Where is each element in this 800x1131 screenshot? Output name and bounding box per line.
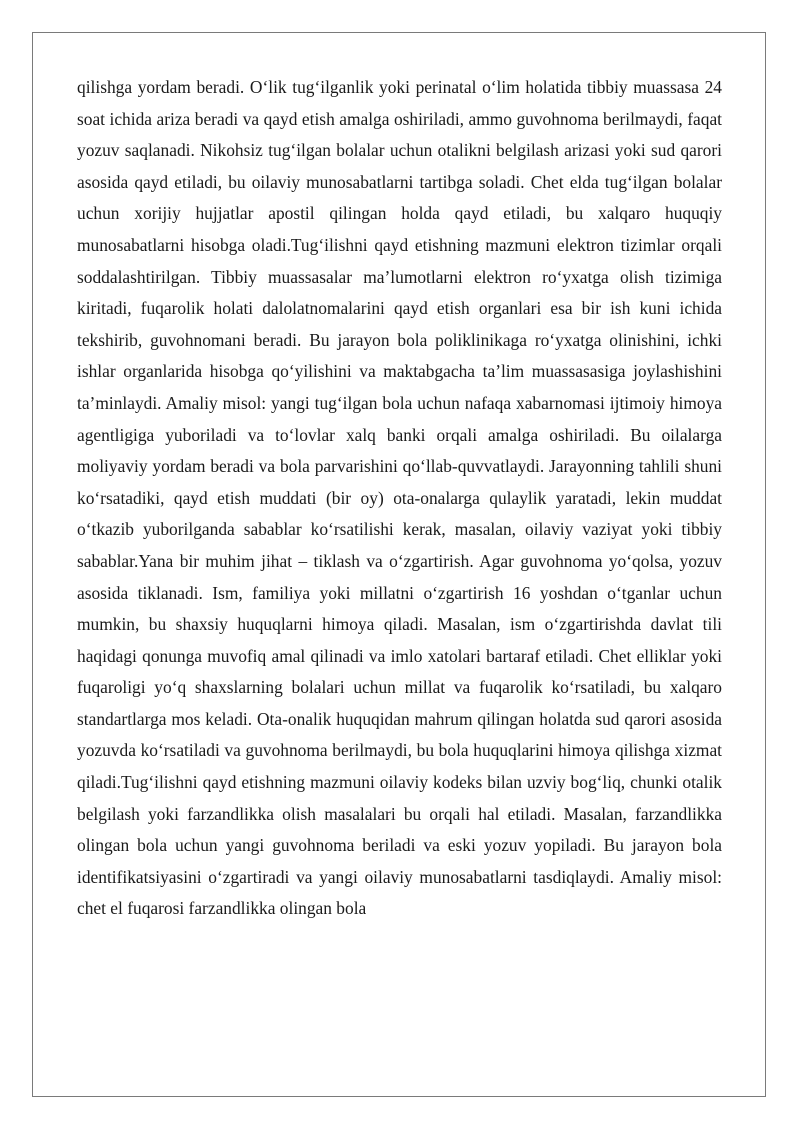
body-paragraph: qilishga yordam beradi. O‘lik tug‘ilganlik yoki perinatal o‘lim holatida tibbiy muassasa 24 soat ichida ariza beradi va qayd etish amalga oshiriladi, ammo guvohnoma berilmaydi, faqat yozuv saqlanadi. Nikohsiz tug‘ilgan bolalar uchun otalikni belgilash arizasi yoki sud qarori asosida qayd etiladi, bu oilaviy munosabatlarni tartibga soladi. Chet elda tug‘ilgan bolalar uchun xorijiy hujjatlar apostil qilingan holda qayd etiladi, bu xalqaro huquqiy munosabatlarni hisobga oladi.Tug‘ilishni qayd etishning mazmuni elektron tizimlar orqali soddalashtirilgan. Tibbiy muassasalar ma’lumotlarni elektron ro‘yxatga olish tizimiga kiritadi, fuqarolik holati dalolatnomalarini qayd etish organlari esa bir ish kuni ichida tekshirib, guvohnomani beradi. Bu jarayon bola poliklinikaga ro‘yxatga olinishini, ichki ishlar organlarida hisobga qo‘yilishini va maktabgacha ta’lim muassasasiga joylashishini ta’minlaydi. Amaliy misol: yangi tug‘ilgan bola uchun nafaqa xabarnomasi ijtimoiy himoya agentligiga yuboriladi va to‘lovlar xalq banki orqali amalga oshiriladi. Bu oilalarga moliyaviy yordam beradi va bola parvarishini qo‘llab-quvvatlaydi. Jarayonning tahlili shuni ko‘rsatadiki, qayd etish muddati (bir oy) ota-onalarga qulaylik yaratadi, lekin muddat o‘tkazib yuborilganda sabablar ko‘rsatilishi kerak, masalan, oilaviy vaziyat yoki tibbiy sabablar.Yana bir muhim jihat – tiklash va o‘zgartirish. Agar guvohnoma yo‘qolsa, yozuv asosida tiklanadi. Ism, familiya yoki millatni o‘zgartirish 16 yoshdan o‘tganlar uchun mumkin, bu shaxsiy huquqlarni himoya qiladi. Masalan, ism o‘zgartirishda davlat tili haqidagi qonunga muvofiq amal qilinadi va imlo xatolari bartaraf etiladi. Chet elliklar yoki fuqaroligi yo‘q shaxslarning bolalari uchun millat va fuqarolik ko‘rsatiladi, bu xalqaro standartlarga mos keladi. Ota-onalik huquqidan mahrum qilingan holatda sud qarori asosida yozuvda ko‘rsatiladi va guvohnoma berilmaydi, bu bola huquqlarini himoya qilishga xizmat qiladi.Tug‘ilishni qayd etishning mazmuni oilaviy kodeks bilan uzviy bog‘liq, chunki otalik belgilash yoki farzandlikka olish masalalari bu orqali hal etiladi. Masalan, farzandlikka olingan bola uchun yangi guvohnoma beriladi va eski yozuv yopiladi. Bu jarayon bola identifikatsiyasini o‘zgartiradi va yangi oilaviy munosabatlarni tasdiqlaydi. Amaliy misol: chet el fuqarosi farzandlikka olingan bola [77, 77, 722, 919]
